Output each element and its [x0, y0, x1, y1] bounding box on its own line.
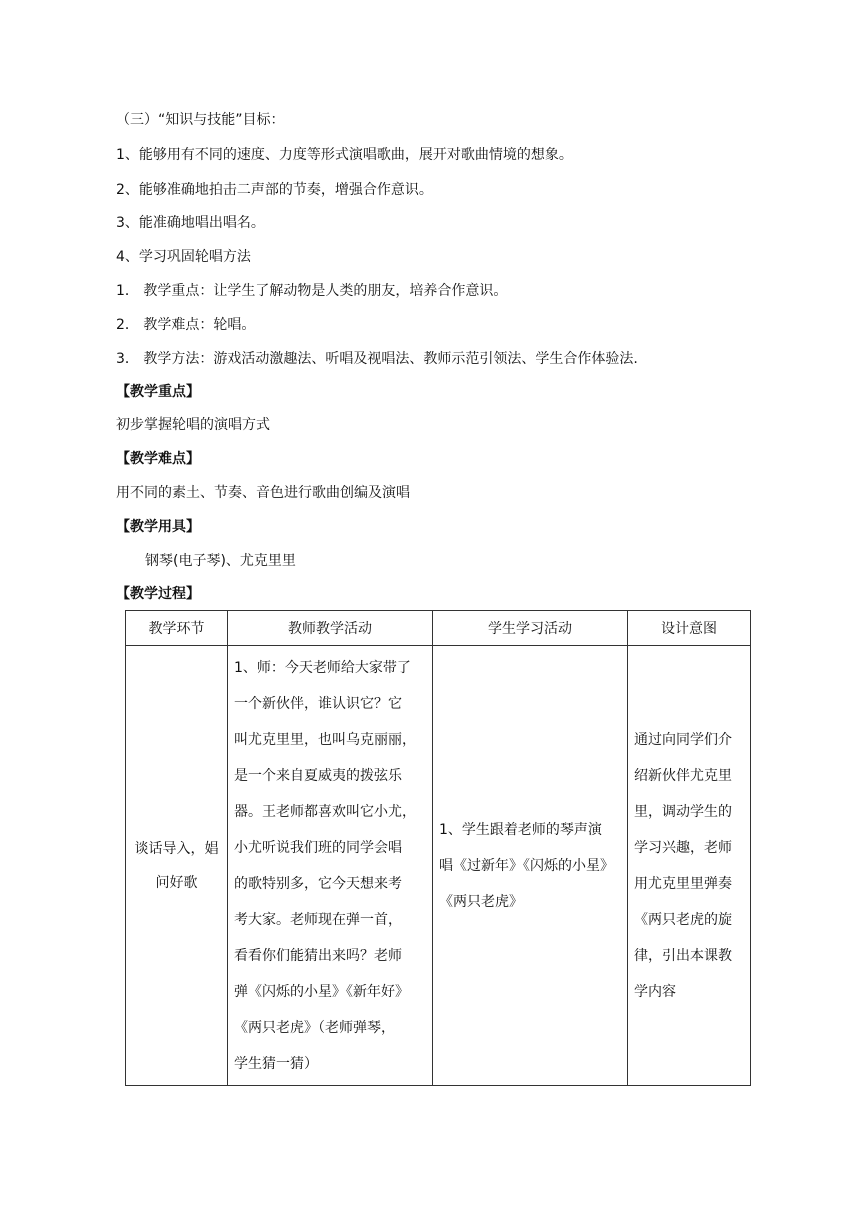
- teacher-line: 1、师：今天老师给大家带了: [234, 659, 411, 676]
- difficulty-text: 用不同的素土、节奏、音色进行歌曲创编及演唱: [116, 485, 410, 501]
- header-teacher-activity: 教师教学活动: [228, 611, 433, 646]
- header-design-intent: 设计意图: [628, 611, 751, 646]
- numbered-item-1: 1． 教学重点：让学生了解动物是人类的朋友，培养合作意识。: [116, 283, 508, 299]
- goal-item-4: 4、学习巩固轮唱方法: [116, 249, 251, 265]
- numbered-item-2: 2． 教学难点：轮唱。: [116, 317, 256, 333]
- stage-line: 问好歌: [155, 874, 198, 891]
- table-row: [126, 646, 751, 1086]
- key-point-text: 初步掌握轮唱的演唱方式: [116, 417, 270, 433]
- process-heading: 【教学过程】: [116, 586, 200, 602]
- tools-text: 钢琴(电子琴)、尤克里里: [145, 553, 296, 569]
- header-student-activity: 学生学习活动: [433, 611, 628, 646]
- intent-line: 学内容: [634, 983, 676, 1000]
- teacher-line: 的歌特别多，它今天想来考: [234, 875, 402, 892]
- teacher-line: 考大家。老师现在弹一首，: [234, 911, 402, 928]
- intent-line: 《两只老虎的旋: [634, 911, 732, 928]
- teacher-line: 一个新伙伴，谁认识它？它: [234, 695, 402, 712]
- intent-line: 学习兴趣，老师: [634, 839, 732, 856]
- teacher-line: 小尤听说我们班的同学会唱: [234, 839, 402, 856]
- goal-item-1: 1、能够用有不同的速度、力度等形式演唱歌曲，展开对歌曲情境的想象。: [116, 147, 573, 163]
- key-point-heading: 【教学重点】: [116, 384, 200, 400]
- intent-line: 绍新伙伴尤克里: [634, 767, 732, 784]
- goal-item-3: 3、能准确地唱出唱名。: [116, 215, 265, 231]
- teacher-line: 器。王老师都喜欢叫它小尤，: [234, 803, 416, 820]
- goal-item-2: 2、能够准确地拍击二声部的节奏，增强合作意识。: [116, 182, 433, 198]
- teacher-line: 叫尤克里里，也叫乌克丽丽，: [234, 731, 416, 748]
- stage-cell: [126, 646, 228, 1086]
- teacher-line: 弹《闪烁的小星》《新年好》: [234, 983, 409, 1000]
- teacher-line: 学生猜一猜）: [234, 1055, 318, 1072]
- student-line: 1、学生跟着老师的琴声演: [439, 821, 602, 838]
- teacher-line: 《两只老虎》（老师弹琴，: [234, 1019, 395, 1036]
- teacher-line: 是一个来自夏威夷的拨弦乐: [234, 767, 402, 784]
- tools-heading: 【教学用具】: [116, 519, 200, 535]
- student-line: 唱《过新年》《闪烁的小星》: [439, 857, 614, 874]
- intent-line: 律，引出本课教: [634, 947, 732, 964]
- goals-heading: （三）“知识与技能”目标：: [116, 112, 285, 128]
- student-activity-cell: [433, 646, 628, 1086]
- intent-line: 通过向同学们介: [634, 731, 732, 748]
- intent-line: 里，调动学生的: [634, 803, 732, 820]
- teacher-activity-cell: [228, 646, 433, 1086]
- header-stage: 教学环节: [126, 611, 228, 646]
- stage-line: 谈话导入，娼: [134, 840, 219, 857]
- intent-line: 用尤克里里弹奏: [634, 875, 732, 892]
- design-intent-cell: [628, 646, 751, 1086]
- numbered-item-3: 3． 教学方法：游戏活动激趣法、听唱及视唱法、教师示范引领法、学生合作体验法.: [116, 351, 638, 367]
- table-header-row: [126, 611, 751, 646]
- teacher-line: 看看你们能猜出来吗？老师: [234, 947, 402, 964]
- student-line: 《两只老虎》: [439, 893, 523, 910]
- process-table: [125, 610, 751, 1086]
- difficulty-heading: 【教学难点】: [116, 451, 200, 467]
